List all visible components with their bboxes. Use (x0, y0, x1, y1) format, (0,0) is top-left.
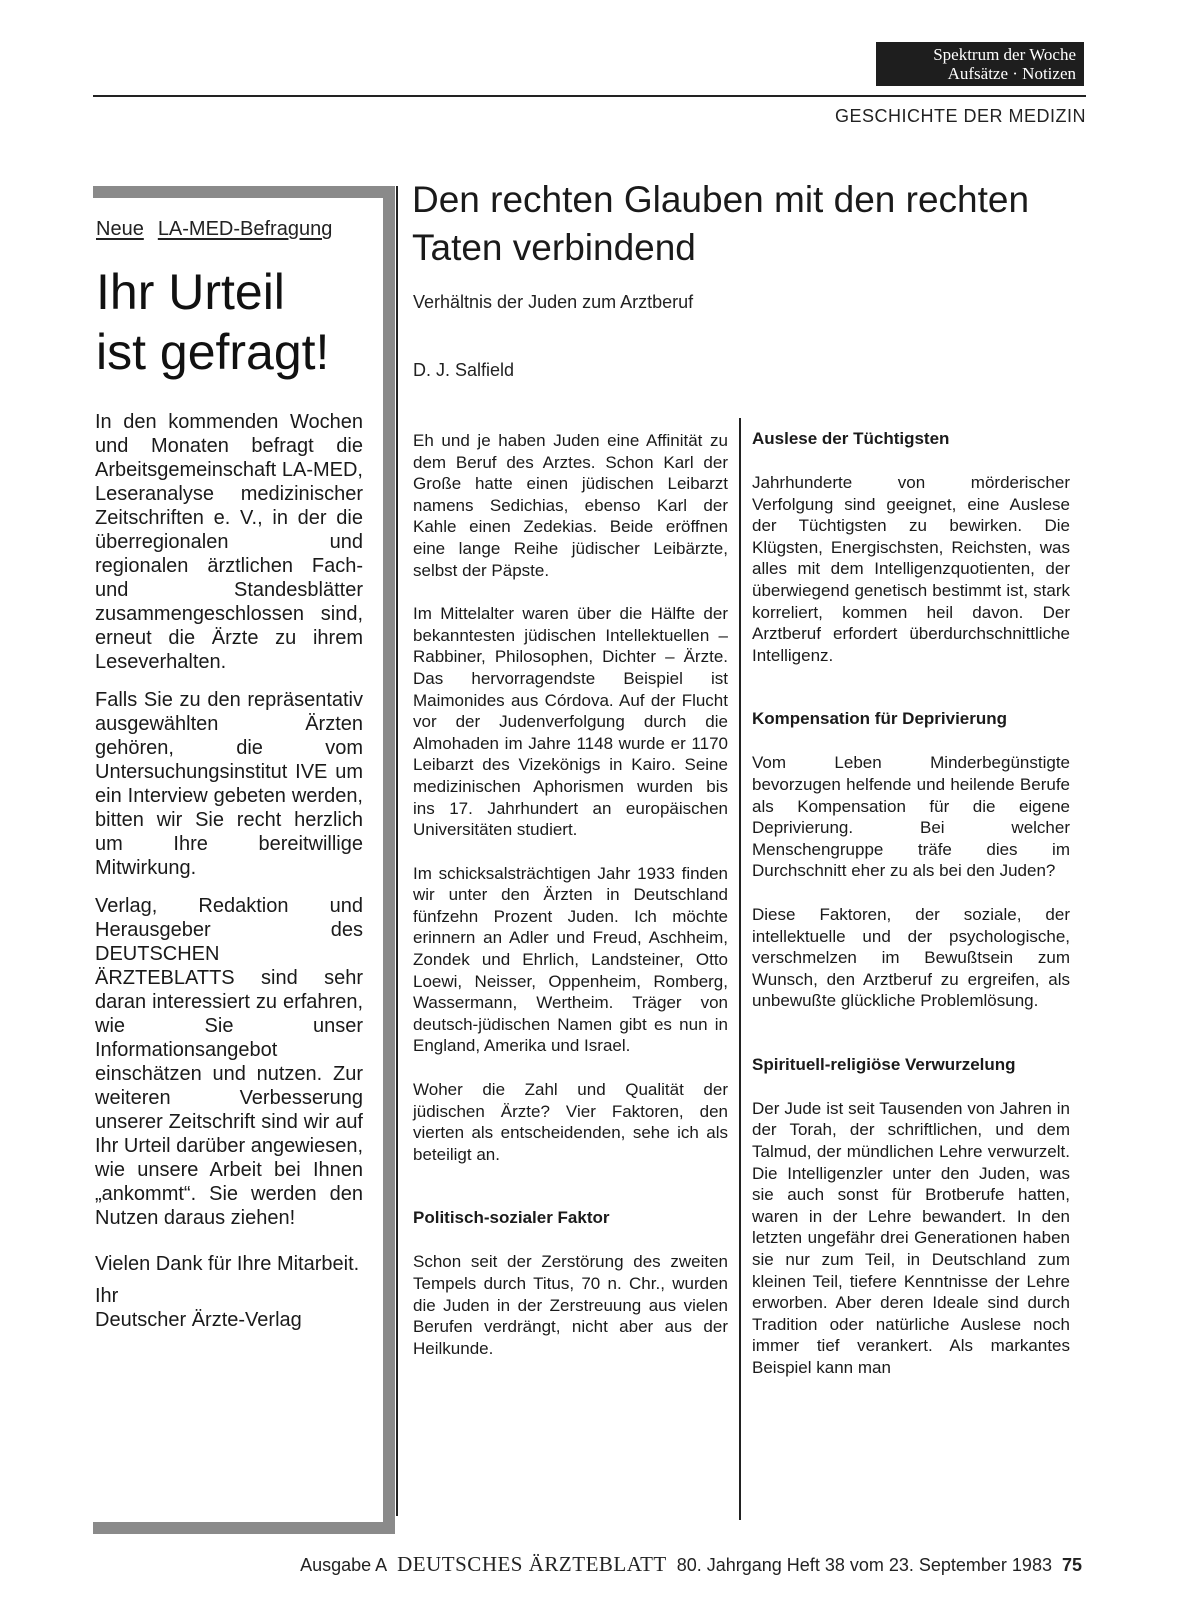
section-heading: Auslese der Tüchtigsten (752, 429, 950, 448)
sidebar-paragraph: Verlag, Redaktion und Herausgeber des DEUTSCHEN ÄRZTEBLATTS sind sehr daran interessiert zu erfahren, wie Sie unser Informationsangebot einschätzen und nutzen. Zur weiteren Verbesserung unserer Zeitschrift sind wir auf Ihr Urteil darüber angewiesen, wie unsere Arbeit bei Ihnen „ankommt“. Sie werden den Nutzen daraus ziehen! (95, 895, 363, 1229)
sidebar-thanks: Vielen Dank für Ihre Mitarbeit. (95, 1253, 360, 1275)
article-column-1 (413, 430, 728, 1381)
section-heading: Kompensation für Deprivierung (752, 709, 1008, 729)
article-subtitle: Verhältnis der Juden zum Arztberuf (413, 292, 694, 312)
sidebar-title-line-2: ist gefragt! (96, 324, 330, 380)
paragraph: Vom Leben Minderbegünstigte bevorzugen helfende und heilende Berufe als Kompensation für die eigene Deprivierung. Bei welcher Menschengruppe träfe dies im Durchschnitt eher zu als bei den Juden? (752, 753, 1070, 881)
footer-issue: 80. Jahrgang Heft 38 vom 23. September 1983 (676, 1555, 1052, 1575)
section-heading: Spirituell-religiöse Verwurzelung (752, 1054, 1016, 1074)
column-rule-left (396, 186, 398, 1516)
sidebar-title-line-1: Ihr Urteil (96, 264, 285, 320)
paragraph: Diese Faktoren, der soziale, der intellektuelle und der psychologische, verschmelzen im Bewußtsein zum Wunsch, den Arztberuf zu ergreifen, als unbewußte glückliche Problemlösung. (752, 904, 1070, 1011)
column-rule-middle (739, 418, 741, 1520)
footer-edition: Ausgabe A (300, 1555, 388, 1575)
kicker-new: Neue (96, 218, 144, 240)
section-badge (876, 42, 1084, 86)
paragraph: Der Jude ist seit Tausenden von Jahren in der Torah, der schriftlichen, und dem Talmud, der mündlichen Lehre verwurzelt. Die Intelligenzler unter den Juden, was sie auch sonst für Brotberufe hatten, waren in der Lehre bewandert. In den letzten ungefähr drei Generationen haben sie nur zum Teil, in Deutschland zum kleinen Teil, tiefere Kenntnisse der Lehre erworben. Aber deren Ideale sind durch Tradition oder natürliche Auslese noch immer tief verankert. Als markantes Beispiel kann man (752, 1098, 1070, 1377)
page-footer (0, 1552, 1082, 1577)
paragraph: Schon seit der Zerstörung des zweiten Tempels durch Titus, 70 n. Chr., wurden die Juden in der Zerstreuung aus vielen Berufen verdrängt, nicht aber aus der Heilkunde. (413, 1252, 728, 1358)
sidebar-paragraph: Falls Sie zu den repräsentativ ausgewählten Ärzten gehören, die vom Untersuchungsinstitut IVE um ein Interview gebeten werden, bitten wir Sie recht herzlich um Ihre bereitwillige Mitwirkung. (95, 689, 363, 879)
page-number: 75 (1061, 1555, 1082, 1575)
badge-line-2: Aufsätze · Notizen (947, 64, 1076, 83)
article-author: D. J. Salfield (413, 360, 515, 380)
article-title: Den rechten Glauben mit den rechten Taten verbindend (412, 179, 1030, 268)
header-rule (93, 95, 1086, 97)
sidebar-paragraph: In den kommenden Wochen und Monaten befragt die Arbeitsgemeinschaft LA-MED, Leseranalyse medizinischer Zeitschriften e. V., in der die überregionalen und regionalen ärztlichen Fach- und Standesblätter zusammengeschlossen sind, erneut die Ärzte zu ihrem Leseverhalten. (95, 411, 363, 673)
sidebar-sign-1: Ihr (95, 1285, 119, 1307)
paragraph: Im schicksalsträchtigen Jahr 1933 finden wir unter den Ärzten in Deutschland fünfzehn Prozent Juden. Ich möchte erinnern an Adler und Freud, Aschheim, Zondek und Ehrlich, Landsteiner, Otto Loewi, Neisser, Oppenheim, Romberg, Wassermann, Wertheim. Träger von deutsch-jüdischen Namen gibt es nun in England, Amerika und Israel. (413, 863, 728, 1056)
paragraph: Jahrhunderte von mörderischer Verfolgung sind geeignet, eine Auslese der Tüchtigsten zu bewirken. Die Klügsten, Energischsten, Reichsten, was alles mit dem Intelligenzquotienten, der überwiegend genetisch bestimmt ist, stark korreliert, kommen heil davon. Der Arztberuf erfordert überdurchschnittliche Intelligenz. (752, 473, 1070, 665)
paragraph: Im Mittelalter waren über die Hälfte der bekanntesten jüdischen Intellektuellen – Rabbiner, Philosophen, Dichter – Ärzte. Das hervorragendste Beispiel ist Maimonides aus Córdova. Auf der Flucht vor der Judenverfolgung durch die Almohaden im Jahre 1148 wurde er 1170 Leibarzt des Vizekönigs in Kairo. Seine medizinischen Aphorismen wurden bis ins 17. Jahrhundert an europäischen Universitäten studiert. (413, 604, 728, 840)
kicker-survey: LA-MED-Befragung (157, 218, 333, 240)
footer-masthead: DEUTSCHES ÄRZTEBLATT (397, 1552, 667, 1576)
badge-line-1: Spektrum der Woche (933, 45, 1076, 64)
sidebar-kicker (96, 218, 332, 241)
section-label: GESCHICHTE DER MEDIZIN (834, 106, 1086, 126)
sidebar-title (96, 262, 386, 382)
sidebar-sign-2: Deutscher Ärzte-Verlag (95, 1309, 302, 1331)
paragraph: Eh und je haben Juden eine Affinität zu dem Beruf des Arztes. Schon Karl der Große hatte einen jüdischen Leibarzt namens Sedichias, ebenso Karl der Kahle einen Zedekias. Beide eröffnen eine lange Reihe jüdischer Leibärzte, selbst der Päpste. (413, 431, 728, 580)
paragraph: Woher die Zahl und Qualität der jüdischen Ärzte? Vier Faktoren, den vierten als entscheidenden, sehe ich als beteiligt an. (413, 1080, 728, 1164)
sidebar-body (95, 410, 363, 1332)
article-column-2 (752, 428, 1070, 1401)
section-heading: Politisch-sozialer Faktor (413, 1208, 610, 1228)
